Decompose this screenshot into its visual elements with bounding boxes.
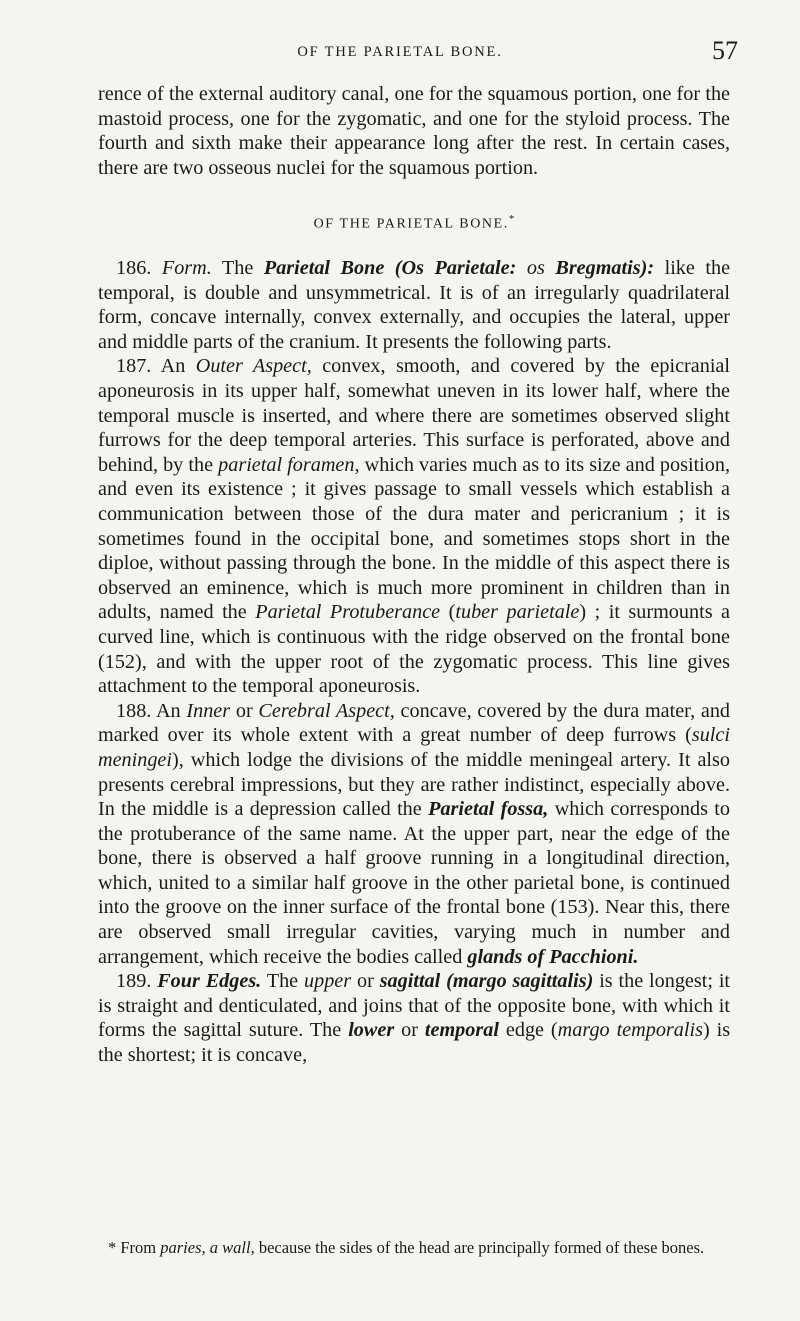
term-sagittal: sagittal (margo sagittalis) xyxy=(379,970,594,993)
term-parietal-fossa: Parietal fossa, xyxy=(428,798,549,821)
paragraph-label: Form. xyxy=(161,257,212,280)
paragraph-number: 187. xyxy=(116,355,152,378)
term-parietal-protuberance: Parietal Protuberance xyxy=(255,601,441,624)
text-run: is the longest; it is straight and denticulated, and joins that of the opposite bone, with which it forms the sagittal suture. The xyxy=(98,970,731,1042)
term-cerebral-aspect: Cerebral Aspect, xyxy=(258,699,395,722)
page-number: 57 xyxy=(712,36,738,65)
text-run: os xyxy=(526,257,545,280)
term-wall: wall, xyxy=(222,1238,255,1257)
text-run: which varies much as to its size and position, and even its existence ; it gives passage to small vessels which establish a communication between those of the dura mater and pericranium ; it is sometimes found in the occipital bone, and sometimes stops short in the diploe, without passing through the bone. In the middle of this aspect there is observed an eminence, which is much more prominent in children than in adults, named the xyxy=(98,453,731,624)
term-tuber-parietale: tuber parietale xyxy=(455,601,580,624)
continuation-paragraph: rence of the external auditory canal, one for the squamous portion, one for the mastoid process, one for the zygomatic, and one for the styloid process. The fourth and sixth make their appearance long after the rest. In certain cases, there are two osseous nuclei for the squamous portion. xyxy=(98,83,730,179)
term-margo-temporalis: margo temporalis xyxy=(557,1019,703,1042)
footnote-mark: * xyxy=(108,1238,117,1257)
body-text xyxy=(98,82,730,1068)
text-run: or xyxy=(235,699,253,722)
term-parietal-bone: Parietal Bone (Os Parietale: xyxy=(263,257,517,280)
term-temporal: temporal xyxy=(424,1019,499,1042)
text-run: like the temporal, is double and unsymmetrical. It is of an irregularly quadrilateral form, concave internally, convex externally, and occupies the lateral, upper and middle parts of the cranium. It presents the following parts. xyxy=(98,257,731,353)
running-head-title: OF THE PARIETAL BONE. xyxy=(297,44,503,60)
text-run: or xyxy=(401,1019,418,1042)
paragraph-number: 186. xyxy=(116,257,152,280)
text-run: convex, smooth, and covered by the epicranial aponeurosis in its upper half, somewhat uneven in its lower half, where the temporal muscle is inserted, and where there are sometimes observed slight furrows for the deep temporal arteries. This surface is perforated, above and behind, by the xyxy=(98,355,730,476)
text-run: An xyxy=(155,699,181,722)
text-run: it surmounts a curved line, which is continuous with the ridge observed on the frontal bone (152), and with the upper root of the zygomatic process. This line gives attachment to the temporal aponeurosis. xyxy=(98,601,731,698)
text-run: a xyxy=(209,1238,219,1257)
footnote-reference: * xyxy=(508,213,515,226)
paragraph-186 xyxy=(98,256,730,354)
paragraph-189 xyxy=(98,969,730,1067)
text-run: An xyxy=(160,355,186,378)
term-inner: Inner xyxy=(186,699,231,722)
text-run: ) ; xyxy=(579,601,601,624)
term-outer-aspect: Outer Aspect, xyxy=(195,355,312,378)
term-glands-of-pacchioni: glands of Pacchioni. xyxy=(467,945,639,968)
term-sulci-meningei: sulci meningei xyxy=(98,724,730,771)
text-run: The xyxy=(266,970,299,993)
text-run: ), which lodge the divisions of the middle meningeal artery. It also presents cerebral impressions, but they are rather indistinct, especially above. In the middle is a depression called the xyxy=(98,748,730,821)
text-run: ) is the shortest; it is concave, xyxy=(98,1019,731,1067)
term-upper: upper xyxy=(304,970,352,993)
term-parietal-foramen: parietal foramen, xyxy=(218,453,360,476)
text-run: edge ( xyxy=(505,1019,558,1042)
text-run: or xyxy=(356,970,374,993)
text-run: From xyxy=(120,1238,157,1257)
text-run: The xyxy=(221,257,254,280)
footnote xyxy=(98,1238,730,1257)
term-bregmatis: Bregmatis): xyxy=(555,257,655,280)
term-four-edges: Four Edges. xyxy=(157,970,262,993)
text-run: because the sides of the head are principally formed of these bones. xyxy=(258,1238,705,1257)
paragraph-number: 188. xyxy=(116,699,152,722)
paragraph-187 xyxy=(98,354,730,698)
text-run: which corresponds to the protuberance of the same name. At the upper part, near the edge of the bone, there is observed a half groove running in a longitudinal direction, which, united to a similar half groove in the other parietal bone, is continued into the groove on the inner surface of the frontal bone (153). Near this, there are observed small irregular cavities, varying much in number and arrangement, which receive the bodies called xyxy=(98,798,731,968)
section-heading xyxy=(98,210,730,234)
text-run: ( xyxy=(448,601,456,624)
section-heading-text: OF THE PARIETAL BONE. xyxy=(313,217,509,233)
paragraph-188 xyxy=(98,699,730,970)
term-lower: lower xyxy=(348,1019,395,1042)
term-paries: paries, xyxy=(160,1238,206,1257)
paragraph-number: 189. xyxy=(116,970,152,993)
text-run: concave, covered by the dura mater, and marked over its whole extent with a great number of deep furrows ( xyxy=(98,699,731,747)
